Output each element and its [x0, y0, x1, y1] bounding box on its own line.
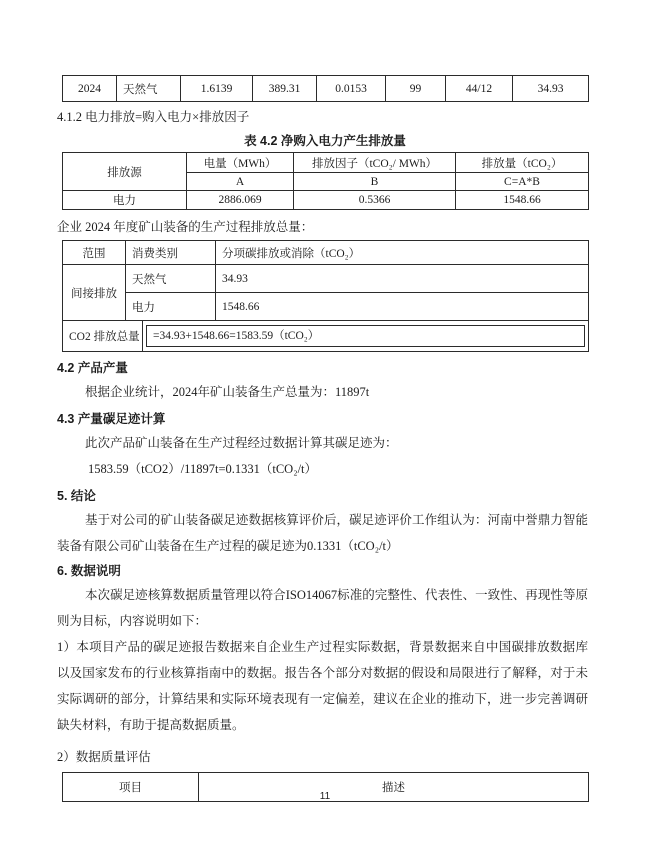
data-row: [63, 191, 589, 210]
electricity-emission-table: [62, 152, 589, 210]
scope-emission-table: [62, 240, 589, 321]
cell-a: A: [187, 173, 294, 191]
cell-consumption: 1.6139: [181, 76, 253, 102]
table-row: [63, 76, 589, 102]
table-header-row: [63, 241, 589, 265]
cell-emission: 34.93: [513, 76, 589, 102]
header-source: 排放源: [63, 153, 187, 191]
footprint-calc-intro: 此次产品矿山装备在生产过程经过数据计算其碳足迹为：: [85, 436, 398, 450]
cell-total-label: CO2 排放总量: [63, 321, 143, 352]
production-output-text: 根据企业统计，2024年矿山装备生产总量为：11897t: [85, 385, 370, 399]
section-heading-4-3: 4.3 产量碳足迹计算: [57, 412, 166, 426]
cell-b: B: [294, 173, 456, 191]
cell-source-electricity: 电力: [63, 191, 187, 210]
cell-carbon-content: 0.0153: [317, 76, 386, 102]
footprint-formula: 1583.59（tCO2）/11897t=0.1331（tCO₂/t）: [88, 462, 318, 476]
cell-category-gas: 天然气: [126, 265, 216, 293]
table-4-2-title: 表 4.2 净购入电力产生排放量: [244, 134, 406, 148]
cell-category-electricity: 电力: [126, 293, 216, 321]
cell-scope-indirect: 间接排放: [63, 265, 126, 321]
data-note-item-2: 2）数据质量评估: [57, 750, 151, 764]
cell-total-value: [143, 321, 589, 352]
header-item: 项目: [63, 773, 199, 802]
page-content: [57, 75, 588, 802]
cell-year: 2024: [63, 76, 117, 102]
fuel-emission-table: [62, 75, 589, 102]
table-row: [63, 321, 589, 352]
cell-conversion: 44/12: [446, 76, 513, 102]
header-emission: 排放量（tCO₂）: [456, 153, 589, 173]
header-description: 描述: [199, 773, 589, 802]
data-note-item-1: 1）本项目产品的碳足迹报告数据来自企业生产过程实际数据，背景数据来自中国碳排放数据库以及国家发布的行业核算指南中的数据。报告各个部分对数据的假设和局限进行了解释，对于未实际调研的部分，计算结果和实际环境表现有一定偏差，建议在企业的推动下，进一步完善调研缺失材料，有助于提高数据质量。: [57, 640, 588, 732]
cell-value-electricity: 1548.66: [216, 293, 589, 321]
conclusion-text: 基于对公司的矿山装备碳足迹数据核算评价后，碳足迹评价工作组认为：河南中誉鼎力智能装备有限公司矿山装备在生产过程的碳足迹为0.1331（tCO₂/t）: [57, 513, 588, 553]
section-heading-4-2: 4.2 产品产量: [57, 361, 128, 375]
cell-mwh: 2886.069: [187, 191, 294, 210]
section-heading-4-1-2: 4.1.2 电力排放=购入电力×排放因子: [57, 110, 250, 124]
section-heading-6: 6. 数据说明: [57, 564, 121, 578]
cell-oxidation-rate: 99: [386, 76, 446, 102]
header-factor: 排放因子（tCO₂/ MWh）: [294, 153, 456, 173]
header-item-emission: 分项碳排放或消除（tCO₂）: [216, 241, 589, 265]
cell-tco2: 1548.66: [456, 191, 589, 210]
page-number: 11: [319, 791, 331, 802]
total-formula-box: =34.93+1548.66=1583.59（tCO₂）: [146, 325, 585, 347]
cell-value-gas: 34.93: [216, 265, 589, 293]
data-quality-intro: 本次碳足迹核算数据质量管理以符合ISO14067标准的完整性、代表性、一致性、再现性等原则为目标，内容说明如下：: [57, 588, 588, 628]
table-header-row: [63, 153, 589, 173]
table-row: [63, 265, 589, 293]
total-emissions-intro: 企业 2024 年度矿山装备的生产过程排放总量：: [57, 220, 314, 234]
cell-fuel-type: 天然气: [117, 76, 181, 102]
cell-ef: 0.5366: [294, 191, 456, 210]
cell-factor: 389.31: [253, 76, 317, 102]
table-row: [63, 293, 589, 321]
header-scope: 范围: [63, 241, 126, 265]
cell-c: C=A*B: [456, 173, 589, 191]
header-category: 消费类别: [126, 241, 216, 265]
section-heading-5: 5. 结论: [57, 489, 96, 503]
co2-total-row: [62, 320, 589, 352]
header-electricity: 电量（MWh）: [187, 153, 294, 173]
